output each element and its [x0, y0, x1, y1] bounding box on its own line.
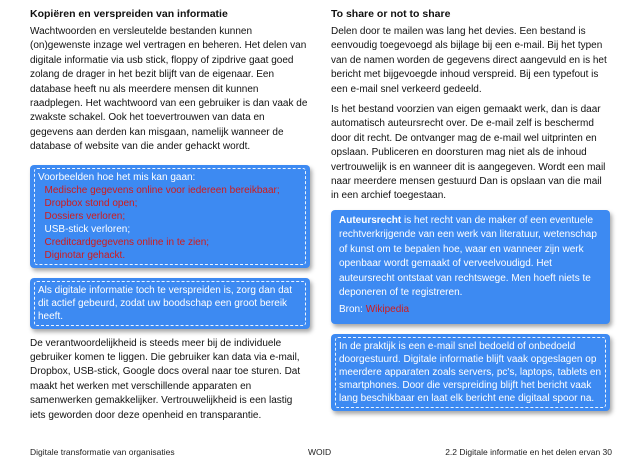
practice-callout-text: In de praktijk is een e-mail snel bedoeld of onbedoeld doorgestuurd. Digitale informatie blijft vaak opgeslagen op meerdere apparaten zoals servers, pc's, laptops, tablets en smartphones. Door die verspreiding blijft het bericht vaak lang beschikbaar en laat elk bericht ene digitaal spoor na. [339, 340, 602, 404]
copyright-definition [339, 214, 602, 300]
page-footer [30, 447, 612, 459]
bullet-icon: • [38, 184, 42, 196]
section-heading-share: To share or not to share [331, 8, 451, 20]
left-column [30, 8, 310, 429]
intro-paragraph: Wachtwoorden en versleutelde bestanden kunnen (on)gewenste inzage wel vertragen en beheren. Het delen van digitale informatie via usb stick, floppy of zipdrive gaat goed zolang de drager in het bezit blijft van de eigenaar. Een database heeft nu als meerdere mensen dit kunnen raadplegen. Het wachtwoord van een gebruiker is dan vaak de zwakste schakel. Ook het toevertrouwen van data en gegevens aan derden kan misgaan, namelijk wanneer de database of website van die ander gehackt wordt. [30, 26, 308, 153]
footer-page-info: 2.2 Digitale informatie en het delen ervan 30 [445, 447, 612, 457]
example-item [38, 249, 302, 262]
example-item [38, 184, 302, 197]
example-item [38, 223, 302, 236]
examples-title: Voorbeelden hoe het mis kan gaan: [38, 171, 196, 183]
footer-course-title: Digitale transformatie van organisaties [30, 447, 175, 457]
copyright-paragraph: Is het bestand voorzien van eigen gemaakt werk, dan is daar automatisch auteursrecht over. De e-mail zelf is beschermd door dit recht. De ontvanger mag de e-mail wel uitprinten en opslaan. Publiceren en doorsturen mag niet als de inhoud vertrouwelijk is en wanneer dit is aangegeven. Wordt een mail naar meerdere mensen gestuurd Dan is opslaan van die mail in een archief toegestaan. [331, 104, 606, 202]
practice-callout [331, 334, 610, 411]
bullet-icon: • [38, 249, 42, 261]
example-item [38, 236, 302, 249]
example-link[interactable]: Dossiers verloren; [44, 210, 126, 222]
example-text: USB-stick verloren; [44, 223, 131, 235]
footer-org: WOID [308, 447, 332, 457]
wikipedia-link[interactable]: Wikipedia [365, 304, 410, 316]
right-column [331, 8, 610, 419]
distribution-callout [30, 278, 310, 329]
section-heading-copying: Kopiëren en verspreiden van informatie [30, 8, 228, 20]
source-line [339, 303, 602, 317]
email-paragraph: Delen door te mailen was lang het devies. Een bestand is eenvoudig toegevoegd als bijlage bij een e-mail. Bij het typen van de namen worden de gegevens direct aangevuld en is het bericht met bijgevoegde inhoud verspreid. Bij een typefout is een e-mail snel verkeerd gedeeld. [331, 26, 607, 95]
example-link[interactable]: Diginotar gehackt. [44, 249, 126, 261]
copyright-definition-box [331, 210, 610, 324]
bullet-icon: • [38, 223, 42, 235]
bullet-icon: • [38, 236, 42, 248]
example-item [38, 210, 302, 223]
examples-list [38, 184, 302, 262]
bullet-icon: • [38, 210, 42, 222]
copyright-term: Auteursrecht [339, 214, 402, 226]
copyright-definition-text: is het recht van de maker of een eventuele rechtverkrijgende van een werk van literatuur, wetenschap of kunst om te bepalen hoe, waar en wanneer zijn werk openbaar wordt gemaakt of verveelvoudigd. Het auteursrecht ontstaat van rechtswege. Men hoeft niets te deponeren of te registreren. [339, 214, 597, 298]
example-link[interactable]: Medische gegevens online voor iedereen bereikbaar; [44, 184, 280, 196]
bullet-icon: • [38, 197, 42, 209]
example-link[interactable]: Creditcardgegevens online in te zien; [44, 236, 210, 248]
example-item [38, 197, 302, 210]
source-label: Bron: [339, 304, 366, 316]
example-link[interactable]: Dropbox stond open; [44, 197, 138, 209]
closing-paragraph: De verantwoordelijkheid is steeds meer bij de individuele gebruiker komen te liggen. Die gebruiker kan data via e-mail, Dropbox, USB-stick, Google docs overal naar toe sturen. Dat maakt het werken met verschillende apparaten en samenwerken gemakkelijker. Vertrouwelijkheid is een lastig iets geworden door deze openheid en transparantie. [30, 337, 301, 421]
distribution-callout-text: Als digitale informatie toch te verspreiden is, zorg dan dat dit actief gebeurd, zodat uw boodschap een groot bereik heeft. [38, 284, 293, 322]
examples-box [30, 165, 310, 268]
